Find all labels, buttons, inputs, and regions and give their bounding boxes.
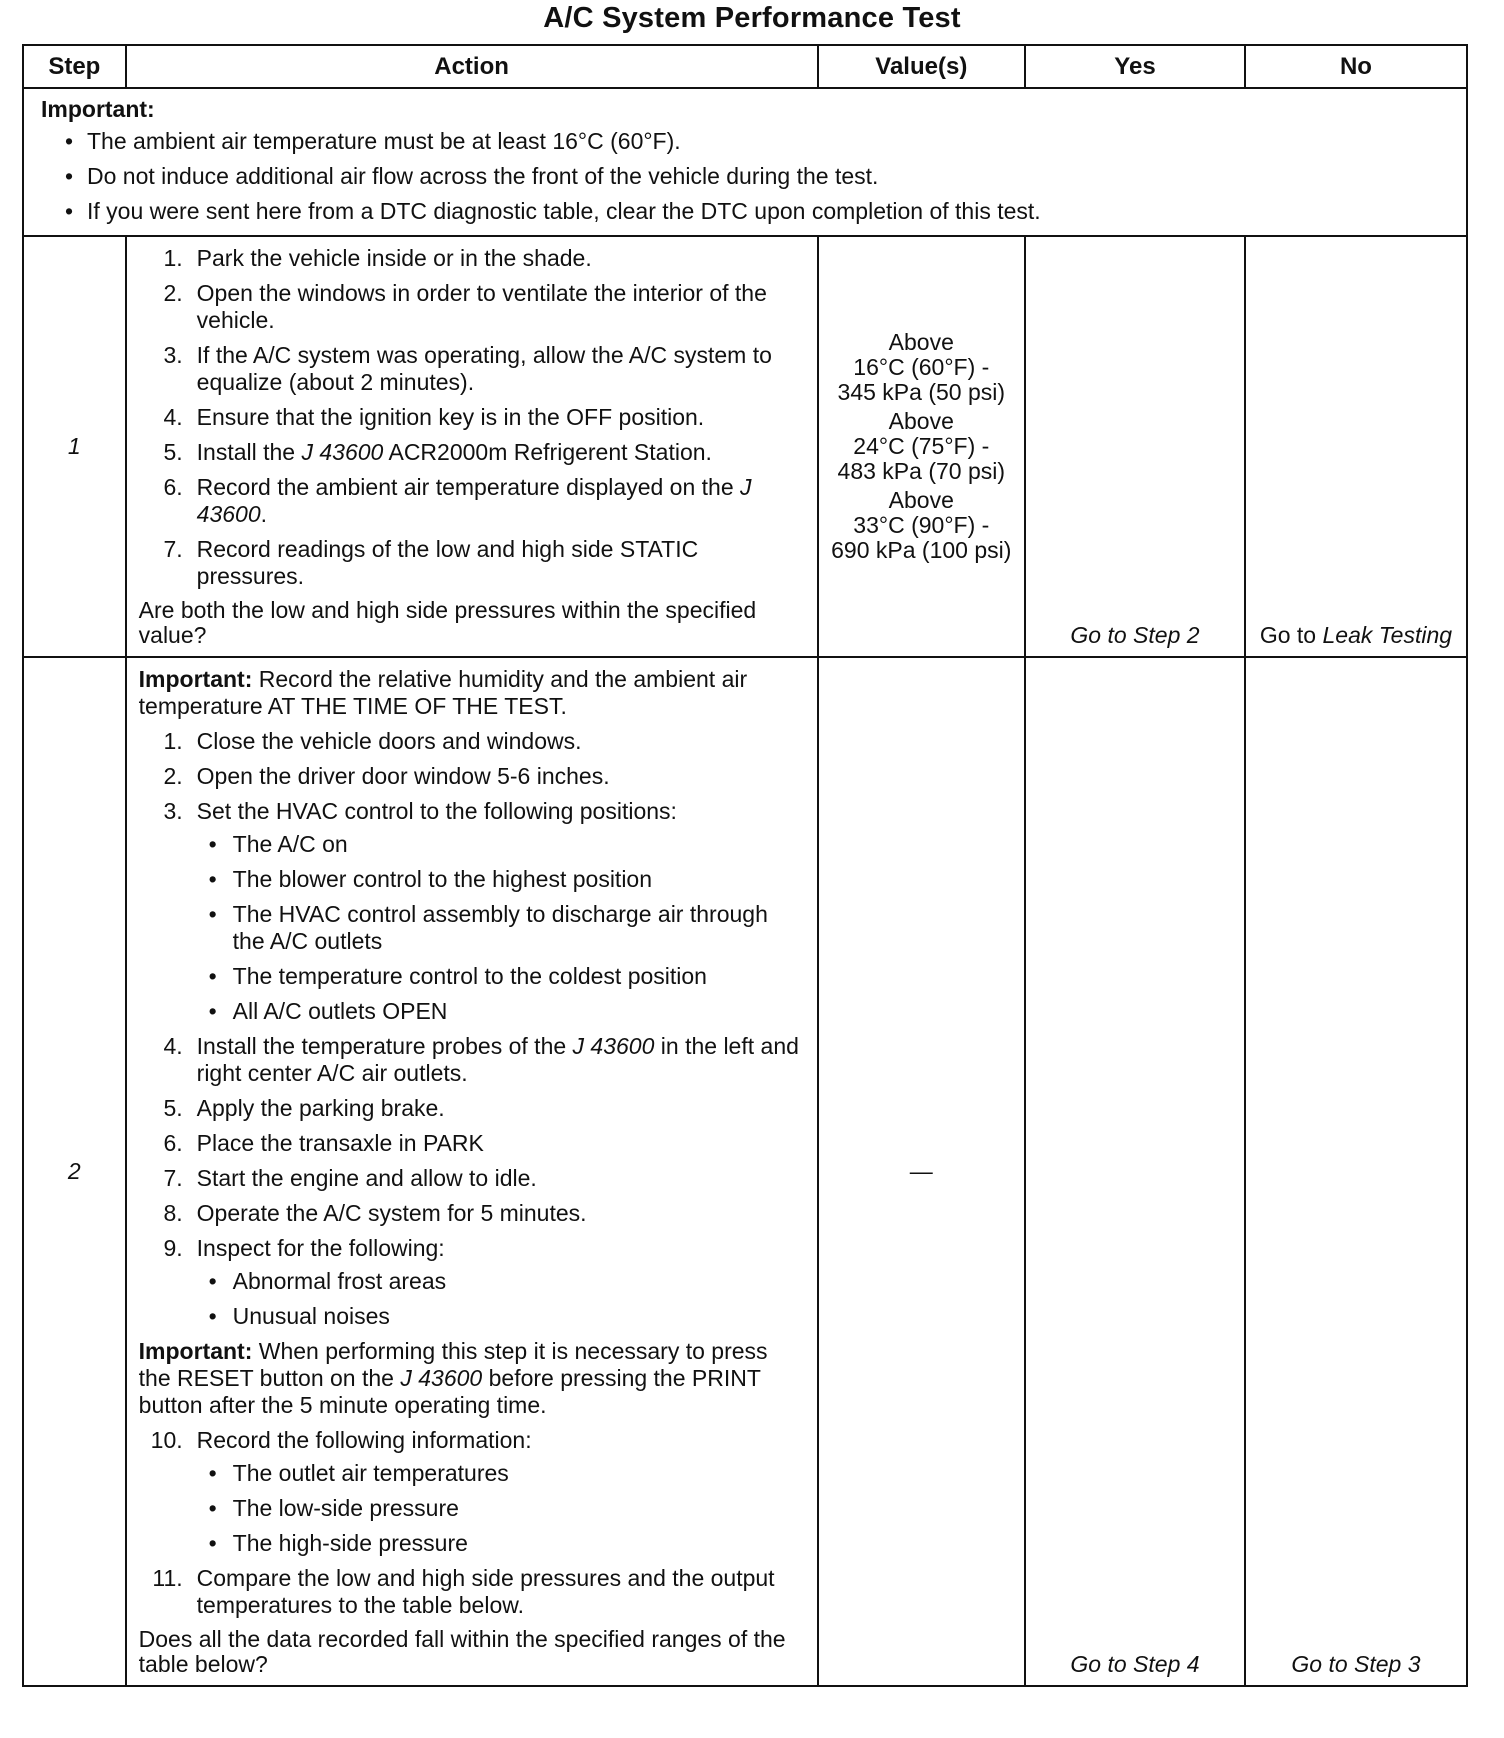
step-item bbox=[139, 474, 805, 528]
header-values: Value(s) bbox=[818, 45, 1026, 88]
step-item-text: Inspect for the following: bbox=[196, 1235, 445, 1261]
step-item-text: Install the bbox=[196, 439, 302, 465]
step-item-text: Operate the A/C system for 5 minutes. bbox=[196, 1200, 587, 1226]
step-item-text: Record the ambient air temperature displayed on the bbox=[196, 474, 741, 500]
important-label: Important: bbox=[41, 96, 155, 122]
step-item bbox=[139, 1165, 805, 1192]
value-temp: 24°C (75°F) - bbox=[853, 433, 990, 459]
sub-item: • All A/C outlets OPEN bbox=[197, 998, 805, 1025]
important-bullet: • If you were sent here from a DTC diagnostic table, clear the DTC upon completion of this test. bbox=[41, 194, 1450, 229]
step-item bbox=[139, 763, 805, 790]
value-label: Above bbox=[888, 329, 954, 355]
value-label: Above bbox=[888, 408, 954, 434]
step-1-list bbox=[139, 245, 805, 590]
step-2-note-2 bbox=[139, 1338, 805, 1419]
step-item-number: 7. bbox=[163, 1165, 183, 1191]
step-item-text: Install the temperature probes of the bbox=[196, 1033, 573, 1059]
step-item-number: 3. bbox=[163, 342, 183, 368]
step-1-values bbox=[818, 236, 1026, 657]
step-1-yes: Go to Step 2 bbox=[1025, 236, 1245, 657]
step-item-number: 8. bbox=[163, 1200, 183, 1226]
note-text: When performing this step it is necessary to press the RESET button on the bbox=[138, 1338, 768, 1391]
step-item-number: 2. bbox=[163, 763, 183, 789]
value-pressure: 345 kPa (50 psi) bbox=[837, 379, 1006, 405]
step-item-text: Record the following information: bbox=[196, 1427, 532, 1453]
sub-item: • The high-side pressure bbox=[197, 1530, 805, 1557]
step-2-list-a bbox=[139, 728, 805, 1330]
step-item bbox=[139, 404, 805, 431]
step-item-text: Park the vehicle inside or in the shade. bbox=[196, 245, 592, 271]
sub-item: • The blower control to the highest position bbox=[197, 866, 805, 893]
value-temp: 16°C (60°F) - bbox=[853, 354, 990, 380]
value-temp: 33°C (90°F) - bbox=[853, 512, 990, 538]
step-item-text: in the left and right center A/C air outlets. bbox=[196, 1033, 799, 1086]
step-2-value: — bbox=[818, 657, 1026, 1686]
value-group bbox=[819, 488, 1025, 563]
leak-testing-link: Leak Testing bbox=[1322, 622, 1453, 648]
step-item-text: . bbox=[260, 501, 268, 527]
step-item-number: 1. bbox=[163, 728, 183, 754]
step-2-question: Does all the data recorded fall within the specified ranges of the table below? bbox=[138, 1626, 786, 1677]
step-1-number: 1 bbox=[23, 236, 126, 657]
step-item bbox=[139, 1033, 805, 1087]
step-item-number: 4. bbox=[163, 1033, 183, 1059]
step-1-action bbox=[126, 236, 818, 657]
step-item-text: Ensure that the ignition key is in the OFF position. bbox=[196, 404, 705, 430]
value-pressure: 690 kPa (100 psi) bbox=[831, 537, 1012, 563]
step-item bbox=[139, 728, 805, 755]
step-2-number: 2 bbox=[23, 657, 126, 1686]
note-label: Important: bbox=[138, 666, 253, 692]
sub-list bbox=[197, 1460, 805, 1557]
step-item-number: 5. bbox=[163, 439, 183, 465]
header-row bbox=[23, 45, 1467, 88]
tool-ref: J 43600 bbox=[301, 439, 384, 465]
step-item bbox=[139, 1565, 805, 1619]
sub-list bbox=[197, 1268, 805, 1330]
step-item-text: Close the vehicle doors and windows. bbox=[196, 728, 582, 754]
value-group bbox=[819, 409, 1025, 484]
step-2-list-b bbox=[139, 1427, 805, 1619]
step-item bbox=[139, 245, 805, 272]
step-item bbox=[139, 280, 805, 334]
step-item-text: Open the windows in order to ventilate the interior of the vehicle. bbox=[196, 280, 767, 333]
sub-item: • The HVAC control assembly to discharge air through the A/C outlets bbox=[197, 901, 805, 955]
step-item-number: 1. bbox=[163, 245, 183, 271]
header-step: Step bbox=[23, 45, 126, 88]
step-2-yes: Go to Step 4 bbox=[1025, 657, 1245, 1686]
sub-item: • The low-side pressure bbox=[197, 1495, 805, 1522]
important-bullet: • The ambient air temperature must be at least 16°C (60°F). bbox=[41, 124, 1450, 159]
important-bullet: • Do not induce additional air flow across the front of the vehicle during the test. bbox=[41, 159, 1450, 194]
step-2-note-1 bbox=[139, 666, 805, 720]
note-text: before pressing the PRINT button after the 5 minute operating time. bbox=[138, 1365, 761, 1418]
tool-ref: J 43600 bbox=[572, 1033, 655, 1059]
step-item bbox=[139, 536, 805, 590]
step-item-number: 7. bbox=[163, 536, 183, 562]
sub-item: • Abnormal frost areas bbox=[197, 1268, 805, 1295]
sub-list bbox=[197, 831, 805, 1025]
sub-item: • The A/C on bbox=[197, 831, 805, 858]
step-item-number: 6. bbox=[163, 1130, 183, 1156]
step-item bbox=[139, 1200, 805, 1227]
step-item bbox=[139, 1427, 805, 1557]
step-item-number: 11. bbox=[152, 1565, 183, 1591]
step-item-number: 6. bbox=[163, 474, 183, 500]
step-item-number: 10. bbox=[150, 1427, 183, 1453]
step-1-question: Are both the low and high side pressures within the specified value? bbox=[138, 597, 757, 648]
page-title: A/C System Performance Test bbox=[543, 2, 961, 34]
important-cell bbox=[23, 88, 1467, 236]
step-item-text: Compare the low and high side pressures and the output temperatures to the table below. bbox=[196, 1565, 775, 1618]
value-label: Above bbox=[888, 487, 954, 513]
step-item-number: 3. bbox=[163, 798, 183, 824]
header-no: No bbox=[1245, 45, 1467, 88]
step-item-text: ACR2000m Refrigerent Station. bbox=[383, 439, 712, 465]
value-group bbox=[819, 330, 1025, 405]
sub-item: • The outlet air temperatures bbox=[197, 1460, 805, 1487]
step-item bbox=[139, 798, 805, 1025]
step-2-no: Go to Step 3 bbox=[1245, 657, 1467, 1686]
step-item-number: 4. bbox=[163, 404, 183, 430]
step-2-action bbox=[126, 657, 818, 1686]
step-item-text: Start the engine and allow to idle. bbox=[196, 1165, 537, 1191]
step-item bbox=[139, 1095, 805, 1122]
step-item-number: 2. bbox=[163, 280, 183, 306]
sub-item: • The temperature control to the coldest position bbox=[197, 963, 805, 990]
step-item-number: 9. bbox=[163, 1235, 183, 1261]
tool-ref: J 43600 bbox=[196, 474, 752, 527]
no-prefix: Go to bbox=[1259, 622, 1317, 648]
performance-test-table bbox=[22, 44, 1468, 1687]
step-item-number: 5. bbox=[163, 1095, 183, 1121]
header-action: Action bbox=[126, 45, 818, 88]
step-item-text: Apply the parking brake. bbox=[196, 1095, 445, 1121]
step-1-no bbox=[1245, 236, 1467, 657]
step-item bbox=[139, 439, 805, 466]
step-item-text: If the A/C system was operating, allow the A/C system to equalize (about 2 minutes). bbox=[196, 342, 772, 395]
note-label: Important: bbox=[138, 1338, 253, 1364]
note-text: Record the relative humidity and the ambient air temperature AT THE TIME OF THE TEST. bbox=[138, 666, 748, 719]
sub-item: • Unusual noises bbox=[197, 1303, 805, 1330]
value-pressure: 483 kPa (70 psi) bbox=[837, 458, 1006, 484]
tool-ref: J 43600 bbox=[400, 1365, 483, 1391]
step-item bbox=[139, 1235, 805, 1330]
step-item bbox=[139, 342, 805, 396]
step-2-row bbox=[23, 657, 1467, 1686]
step-item-text: Record readings of the low and high side STATIC pressures. bbox=[196, 536, 699, 589]
step-1-row bbox=[23, 236, 1467, 657]
important-row bbox=[23, 88, 1467, 236]
important-bullets bbox=[41, 124, 1450, 229]
header-yes: Yes bbox=[1025, 45, 1245, 88]
step-item-text: Place the transaxle in PARK bbox=[196, 1130, 484, 1156]
step-item-text: Set the HVAC control to the following positions: bbox=[196, 798, 677, 824]
step-item-text: Open the driver door window 5-6 inches. bbox=[196, 763, 610, 789]
step-item bbox=[139, 1130, 805, 1157]
